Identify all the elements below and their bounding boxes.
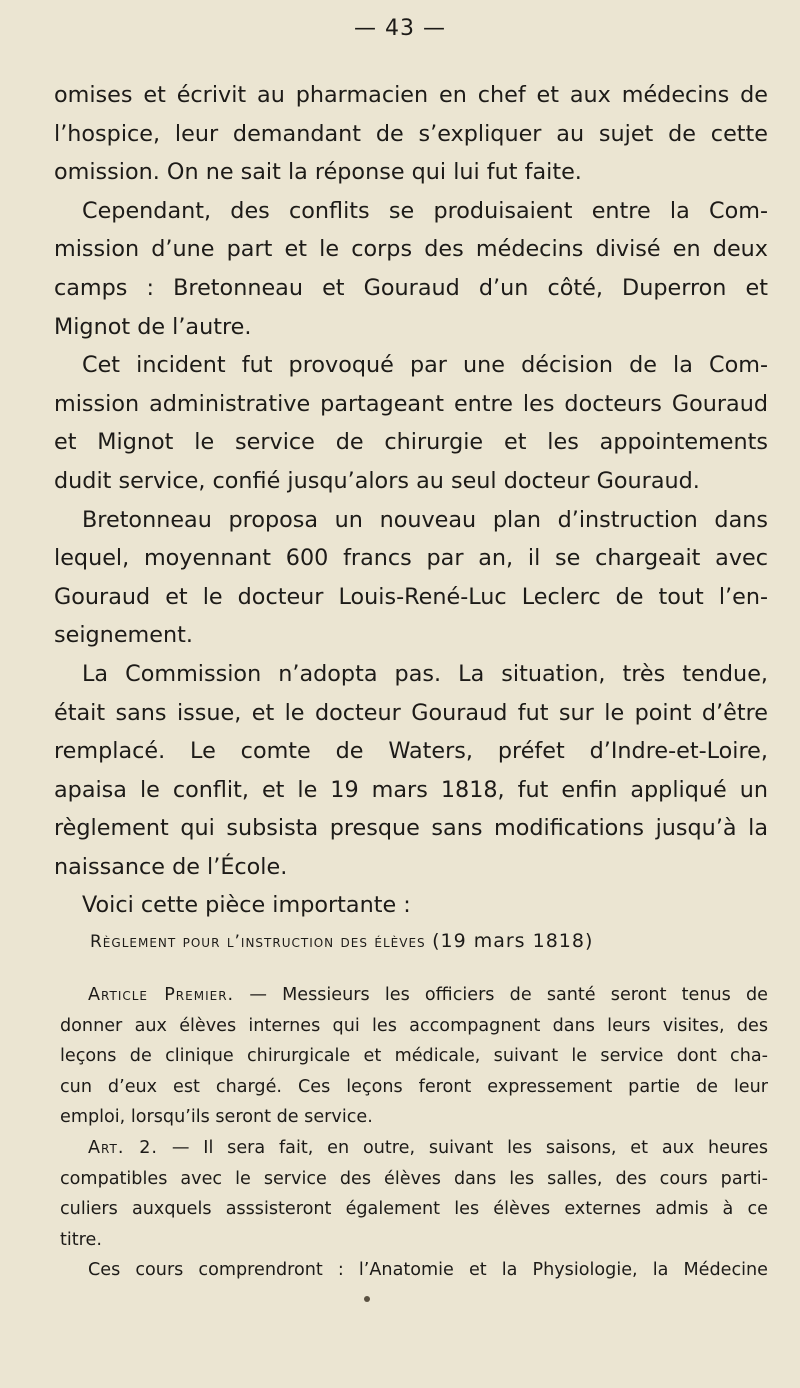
article-line: emploi, lorsqu’ils seront de service. xyxy=(60,1107,373,1128)
text-line: Cet incident fut provoqué par une décision de la Com- xyxy=(82,352,768,379)
text-line: seignement. xyxy=(54,622,193,649)
article-label: Article Premier. xyxy=(88,985,235,1005)
text-line: Gouraud et le docteur Louis-René-Luc Leclerc de tout l’en- xyxy=(54,583,768,610)
text-line: règlement qui subsista presque sans modifications jusqu’à la xyxy=(54,815,768,842)
article-line: cun d’eux est chargé. Ces leçons feront expressement partie de leur xyxy=(60,1076,768,1097)
article-line: culiers auxquels asssisteront également les élèves externes admis à ce xyxy=(60,1199,768,1220)
text-line: et Mignot le service de chirurgie et les appointements xyxy=(54,429,768,456)
reglement-date: (19 mars 1818) xyxy=(432,930,594,952)
ink-speck xyxy=(364,1296,370,1302)
article-line: donner aux élèves internes qui les accompagnent dans leurs visites, des xyxy=(60,1015,768,1036)
text-line: Mignot de l’autre. xyxy=(54,313,252,340)
text-line: La Commission n’adopta pas. La situation, très tendue, xyxy=(82,660,768,687)
text-line: mission d’une part et le corps des médecins divisé en deux xyxy=(54,236,768,263)
article-text: — Messieurs les officiers de santé seront tenus de xyxy=(234,985,768,1005)
text-line: camps : Bretonneau et Gouraud d’un côté, Duperron et xyxy=(54,274,768,301)
text-line: Cependant, des conflits se produisaient entre la Com- xyxy=(82,197,768,224)
article-line xyxy=(60,1133,768,1164)
article-label: Art. 2. xyxy=(88,1137,159,1158)
text-line: omission. On ne sait la réponse qui lui fut faite. xyxy=(54,159,582,186)
text-line: Voici cette pièce importante : xyxy=(82,892,411,919)
text-line: remplacé. Le comte de Waters, préfet d’Indre-et-Loire, xyxy=(54,738,768,765)
text-line: apaisa le conflit, et le 19 mars 1818, fut enfin appliqué un xyxy=(54,776,768,803)
article-line: compatibles avec le service des élèves dans les salles, des cours parti- xyxy=(60,1168,768,1189)
reglement-body xyxy=(60,980,768,1286)
text-line: dudit service, confié jusqu’alors au seul docteur Gouraud. xyxy=(54,467,700,494)
article-line xyxy=(60,980,768,1011)
text-line: lequel, moyennant 600 francs par an, il se chargeait avec xyxy=(54,545,768,572)
article-text: — Il sera fait, en outre, suivant les saisons, et aux heures xyxy=(158,1137,768,1158)
article-line: titre. xyxy=(60,1229,102,1250)
text-line: omises et écrivit au pharmacien en chef et aux médecins de xyxy=(54,82,768,108)
article-line: leçons de clinique chirurgicale et médicale, suivant le service dont cha- xyxy=(60,1046,768,1067)
page-number: — 43 — xyxy=(354,16,446,41)
article-line: Ces cours comprendront : l’Anatomie et la Physiologie, la Médecine xyxy=(88,1260,768,1281)
text-line: mission administrative partageant entre les docteurs Gouraud xyxy=(54,390,768,417)
reglement-title xyxy=(90,930,780,952)
text-line: naissance de l’École. xyxy=(54,853,288,880)
text-line: l’hospice, leur demandant de s’expliquer au sujet de cette xyxy=(54,120,768,147)
text-line: était sans issue, et le docteur Gouraud fut sur le point d’être xyxy=(54,699,768,726)
reglement-title-caps: Règlement pour l’instruction des élèves xyxy=(90,932,426,952)
main-text xyxy=(54,76,768,925)
text-line: Bretonneau proposa un nouveau plan d’instruction dans xyxy=(82,506,768,533)
